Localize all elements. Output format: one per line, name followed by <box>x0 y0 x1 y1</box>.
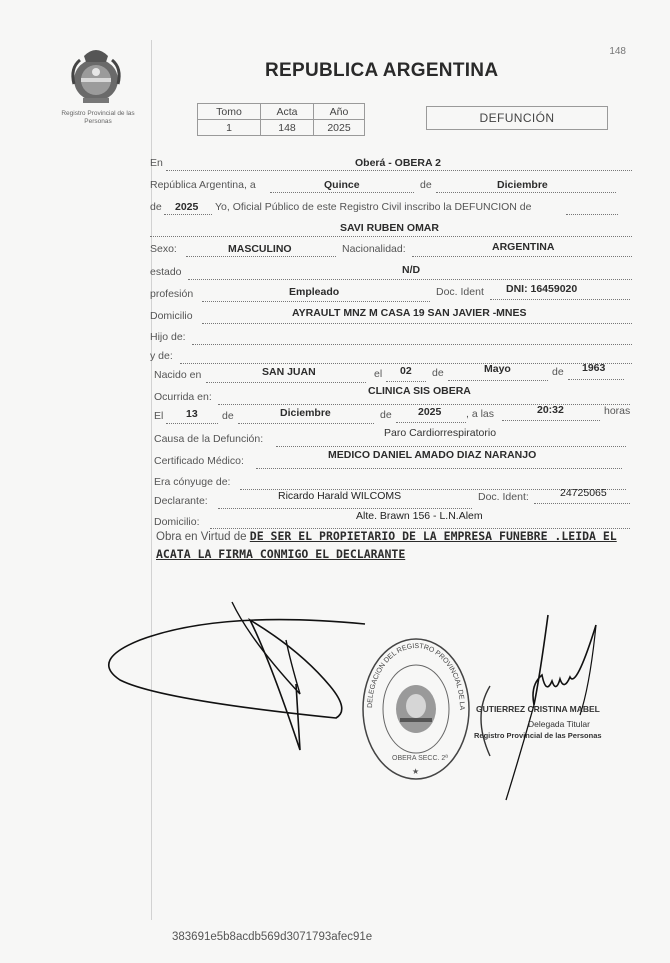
value-lugar: Oberá - OBERA 2 <box>355 157 441 169</box>
anio-header: Año <box>314 104 365 120</box>
label-y-de: y de: <box>150 350 173 362</box>
label-de-4: de <box>552 366 564 378</box>
label-conyuge: Era cónyuge de: <box>154 476 231 488</box>
dotted-line <box>566 214 618 215</box>
dotted-line <box>218 404 630 405</box>
seal-bottom-text: OBERA SECC. 2ª <box>392 755 448 762</box>
value-mes: Diciembre <box>497 179 548 191</box>
value-def-dia: 13 <box>186 408 198 420</box>
dotted-line <box>188 279 632 280</box>
document-hash: 383691e5b8acdb569d3071793afec91e <box>172 931 373 943</box>
label-declarante: Declarante: <box>154 495 208 507</box>
label-doc-ident: Doc. Ident <box>436 286 484 298</box>
value-hora: 20:32 <box>537 404 564 416</box>
label-obra-en-virtud: Obra en Virtud de <box>156 531 247 543</box>
dotted-line <box>166 170 632 171</box>
label-hijo-de: Hijo de: <box>150 331 186 343</box>
dotted-line <box>206 382 366 383</box>
stamp-name: GUTIERREZ CRISTINA MABEL <box>476 704 600 714</box>
label-profesion: profesión <box>150 288 194 300</box>
document-title: REPUBLICA ARGENTINA <box>265 60 499 81</box>
svg-text:★: ★ <box>412 767 420 776</box>
tomo-header: Tomo <box>198 104 261 120</box>
label-sexo: Sexo: <box>150 243 177 255</box>
page-number: 148 <box>609 46 626 57</box>
dotted-line <box>396 422 466 423</box>
label-domicilio: Domicilio <box>150 310 193 322</box>
tomo-acta-anio-table <box>197 103 365 136</box>
dotted-line <box>164 214 212 215</box>
label-certificado: Certificado Médico: <box>154 455 244 467</box>
value-declarante: Ricardo Harald WILCOMS <box>278 490 402 502</box>
value-nacido-en: SAN JUAN <box>262 366 316 378</box>
value-dni: DNI: 16459020 <box>506 283 578 295</box>
dotted-line <box>568 379 624 380</box>
delegate-signature <box>500 605 610 805</box>
value-def-mes: Diciembre <box>280 407 331 419</box>
declarante-signature <box>100 600 370 760</box>
dotted-line <box>412 256 632 257</box>
dotted-line <box>276 446 626 447</box>
label-en: En <box>150 157 163 169</box>
dotted-line <box>202 301 430 302</box>
value-def-anio: 2025 <box>418 406 442 418</box>
anio-value: 2025 <box>314 120 365 136</box>
dotted-line <box>386 381 426 382</box>
dotted-line <box>202 323 632 324</box>
value-nac-dia: 02 <box>400 365 412 377</box>
dotted-line <box>448 380 548 381</box>
dotted-line <box>256 468 622 469</box>
dotted-line <box>180 363 632 364</box>
value-nombre: SAVI RUBEN OMAR <box>340 222 439 234</box>
seal-ring-text: DELEGACION DEL REGISTRO PROVINCIAL DE LA <box>366 642 466 711</box>
label-yo-oficial: Yo, Oficial Público de este Registro Civil inscribo la DEFUNCION de <box>215 201 532 213</box>
value-anio: 2025 <box>175 201 199 213</box>
label-el-cap: El <box>154 410 164 422</box>
label-domicilio-2: Domicilio: <box>154 516 200 528</box>
dotted-line <box>534 503 630 504</box>
margin-line <box>151 40 152 920</box>
dotted-line <box>238 423 374 424</box>
official-seal <box>360 636 472 782</box>
label-de-5: de <box>222 410 234 422</box>
label-el: el <box>374 368 383 380</box>
label-doc-ident-2: Doc. Ident: <box>478 491 529 503</box>
label-republica: República Argentina, a <box>150 179 256 191</box>
coat-of-arms-icon <box>66 44 126 106</box>
acta-header: Acta <box>261 104 314 120</box>
label-estado: estado <box>150 266 182 278</box>
value-declarante-doc: 24725065 <box>560 487 607 499</box>
value-ocurrida-en: CLINICA SIS OBERA <box>368 385 471 397</box>
value-sexo: MASCULINO <box>228 243 292 255</box>
label-de-3: de <box>432 367 444 379</box>
dotted-line <box>502 420 600 421</box>
value-nac-mes: Mayo <box>484 363 511 375</box>
label-nacionalidad: Nacionalidad: <box>342 243 406 255</box>
stamp-role: Delegada Titular <box>528 719 590 729</box>
dotted-line <box>166 423 218 424</box>
tomo-value: 1 <box>198 120 261 136</box>
dotted-line <box>490 299 630 300</box>
value-estado: N/D <box>402 264 421 276</box>
act-type-box: DEFUNCIÓN <box>426 106 608 130</box>
value-obra-texto-1: DE SER EL PROPIETARIO DE LA EMPRESA FUNEBRE .LEIDA EL <box>249 529 617 543</box>
dotted-line <box>150 236 632 237</box>
value-domicilio: AYRAULT MNZ M CASA 19 SAN JAVIER -MNES <box>292 307 527 319</box>
label-de-2: de <box>150 201 162 213</box>
label-causa: Causa de la Defunción: <box>154 433 264 445</box>
label-de-6: de <box>380 409 392 421</box>
label-ocurrida-en: Ocurrida en: <box>154 391 212 403</box>
dotted-line <box>186 256 336 257</box>
value-nac-anio: 1963 <box>582 362 606 374</box>
label-horas: horas <box>604 405 631 417</box>
obra-en-virtud-paragraph <box>156 528 644 564</box>
label-nacido-en: Nacido en <box>154 369 202 381</box>
registro-label: Registro Provincial de las Personas <box>61 110 135 125</box>
acta-value: 148 <box>261 120 314 136</box>
dotted-line <box>192 344 632 345</box>
value-declarante-domicilio: Alte. Brawn 156 - L.N.Alem <box>356 510 483 522</box>
label-a-las: , a las <box>466 408 495 420</box>
dotted-line <box>270 192 414 193</box>
label-de: de <box>420 179 432 191</box>
value-causa: Paro Cardiorrespiratorio <box>384 427 497 439</box>
dotted-line <box>436 192 616 193</box>
stamp-office: Registro Provincial de las Personas <box>474 731 602 740</box>
value-obra-texto-2: ACATA LA FIRMA CONMIGO EL DECLARANTE <box>156 547 406 561</box>
dotted-line <box>218 508 472 509</box>
value-certificado: MEDICO DANIEL AMADO DIAZ NARANJO <box>328 449 537 461</box>
value-dia-palabras: Quince <box>324 179 360 191</box>
value-profesion: Empleado <box>289 286 340 298</box>
value-nacionalidad: ARGENTINA <box>492 241 555 253</box>
